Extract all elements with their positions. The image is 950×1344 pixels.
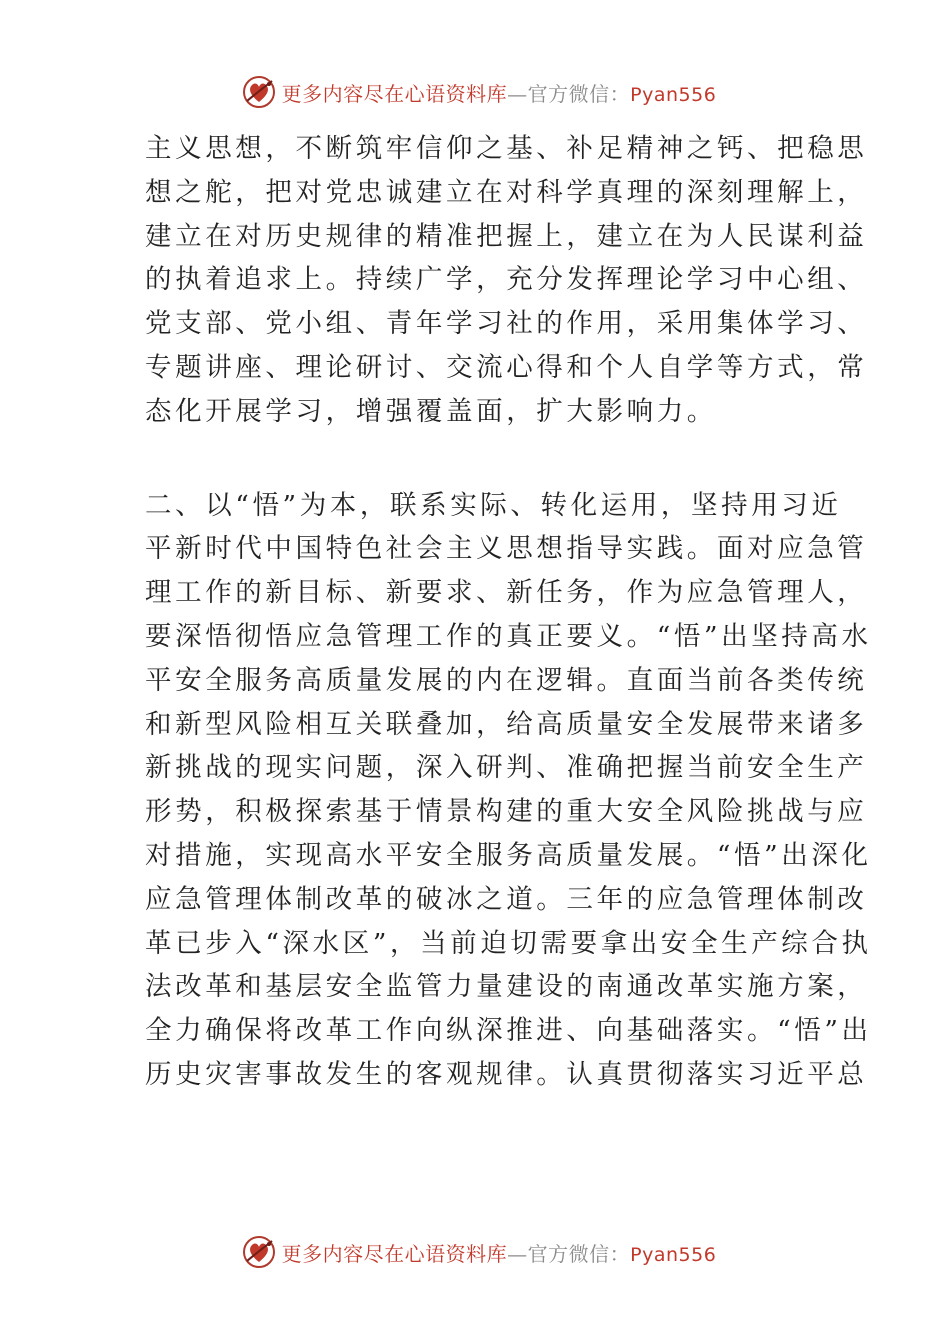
header-banner-text [282,78,717,107]
text-line: 的执着追求上。持续广学，充分发挥理论学习中心组、 [145,264,868,296]
text-line: 对措施，实现高水平安全服务高质量发展。“悟”出深化 [145,839,872,871]
paragraph-1 [145,127,868,434]
banner-wechat-id: Pyan556 [630,83,717,106]
heart-logo-icon [242,75,276,109]
footer-banner-text [282,1238,717,1267]
text-line: 想之舵，把对党忠诚建立在对科学真理的深刻理解上， [145,176,868,208]
footer-banner [0,1232,950,1272]
text-line: 党支部、党小组、青年学习社的作用，采用集体学习、 [145,308,868,340]
text-line: 历史灾害事故发生的客观规律。认真贯彻落实习近平总 [145,1058,868,1090]
text-line: 建立在对历史规律的精准把握上，建立在为人民谋利益 [145,220,868,252]
text-line: 新挑战的现实问题，深入研判、准确把握当前安全生产 [145,752,868,784]
banner-separator: —官方微信： [507,1241,631,1266]
paragraph-2 [145,484,872,1097]
text-line: 全力确保将改革工作向纵深推进、向基础落实。“悟”出 [145,1015,872,1047]
text-line: 法改革和基层安全监管力量建设的南通改革实施方案， [145,971,868,1003]
text-line: 和新型风险相互关联叠加，给高质量安全发展带来诸多 [145,708,868,740]
text-line: 应急管理体制改革的破冰之道。三年的应急管理体制改 [145,883,868,915]
text-line: 态化开展学习，增强覆盖面，扩大影响力。 [145,395,717,427]
banner-separator: —官方微信： [507,81,631,106]
text-line: 革已步入“深水区”，当前迫切需要拿出安全生产综合执 [145,927,872,959]
text-line: 理工作的新目标、新要求、新任务，作为应急管理人， [145,577,868,609]
document-body [145,127,872,1097]
header-banner [0,72,950,112]
text-line: 二、以“悟”为本，联系实际、转化运用，坚持用习近 [145,489,842,521]
banner-title: 更多内容尽在心语资料库 [281,1241,508,1266]
banner-wechat-id: Pyan556 [630,1243,717,1266]
banner-title: 更多内容尽在心语资料库 [281,81,508,106]
heart-logo-icon [242,1235,276,1269]
text-line: 平安全服务高质量发展的内在逻辑。直面当前各类传统 [145,664,868,696]
paragraph-gap [145,434,810,484]
header-banner-content [234,75,717,109]
text-line: 要深悟彻悟应急管理工作的真正要义。“悟”出坚持高水 [145,620,872,652]
footer-banner-content [234,1235,717,1269]
text-line: 专题讲座、理论研讨、交流心得和个人自学等方式，常 [145,351,868,383]
text-line: 平新时代中国特色社会主义思想指导实践。面对应急管 [145,533,868,565]
text-line: 主义思想，不断筑牢信仰之基、补足精神之钙、把稳思 [145,133,868,164]
text-line: 形势，积极探索基于情景构建的重大安全风险挑战与应 [145,796,868,828]
